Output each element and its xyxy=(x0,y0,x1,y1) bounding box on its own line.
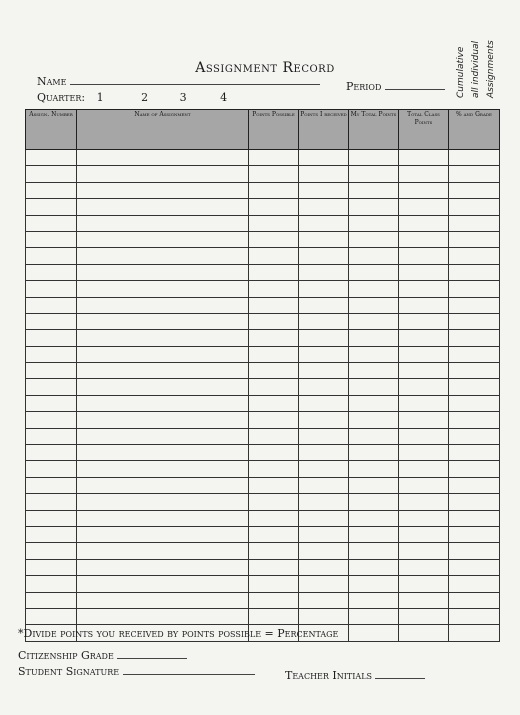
table-cell[interactable] xyxy=(77,150,249,166)
table-cell[interactable] xyxy=(349,363,399,379)
table-header-row xyxy=(26,110,500,150)
table-cell[interactable] xyxy=(299,576,349,592)
table-cell[interactable] xyxy=(26,445,77,461)
table-cell[interactable] xyxy=(449,445,500,461)
table-cell[interactable] xyxy=(299,346,349,362)
table-cell[interactable] xyxy=(399,576,449,592)
annotation-line-1: Cumulative xyxy=(456,46,466,98)
table-cell[interactable] xyxy=(349,248,399,264)
table-cell[interactable] xyxy=(249,281,299,297)
table-cell[interactable] xyxy=(399,559,449,575)
table-row xyxy=(26,264,500,280)
table-row xyxy=(26,608,500,624)
table-cell[interactable] xyxy=(77,248,249,264)
table-cell[interactable] xyxy=(249,559,299,575)
table-cell[interactable] xyxy=(349,412,399,428)
table-cell[interactable] xyxy=(26,395,77,411)
table-cell[interactable] xyxy=(77,592,249,608)
table-cell[interactable] xyxy=(299,199,349,215)
table-row xyxy=(26,182,500,198)
table-cell[interactable] xyxy=(26,215,77,231)
table-cell[interactable] xyxy=(249,330,299,346)
table-cell[interactable] xyxy=(249,363,299,379)
table-cell[interactable] xyxy=(26,477,77,493)
table-cell[interactable] xyxy=(26,510,77,526)
table-row xyxy=(26,461,500,477)
col-percent-grade: % and Grade xyxy=(449,110,500,150)
table-cell[interactable] xyxy=(249,248,299,264)
table-cell[interactable] xyxy=(26,346,77,362)
table-cell[interactable] xyxy=(399,150,449,166)
signature-blank[interactable] xyxy=(123,664,255,675)
table-cell[interactable] xyxy=(399,231,449,247)
table-cell[interactable] xyxy=(349,395,399,411)
table-cell[interactable] xyxy=(77,559,249,575)
table-cell[interactable] xyxy=(449,412,500,428)
table-cell[interactable] xyxy=(77,346,249,362)
table-cell[interactable] xyxy=(77,330,249,346)
table-cell[interactable] xyxy=(249,428,299,444)
table-cell[interactable] xyxy=(349,510,399,526)
table-cell[interactable] xyxy=(299,608,349,624)
col-assignment-name: Name of Assignment xyxy=(77,110,249,150)
table-cell[interactable] xyxy=(349,543,399,559)
table-cell[interactable] xyxy=(349,625,399,641)
handwritten-annotation xyxy=(446,6,520,102)
initials-blank[interactable] xyxy=(375,668,425,679)
name-field[interactable] xyxy=(37,75,320,88)
table-cell[interactable] xyxy=(299,330,349,346)
table-row xyxy=(26,379,500,395)
table-row xyxy=(26,231,500,247)
table-cell[interactable] xyxy=(249,526,299,542)
table-cell[interactable] xyxy=(77,199,249,215)
table-cell[interactable] xyxy=(299,395,349,411)
table-cell[interactable] xyxy=(26,494,77,510)
table-cell[interactable] xyxy=(77,182,249,198)
table-cell[interactable] xyxy=(249,445,299,461)
table-cell[interactable] xyxy=(77,412,249,428)
table-cell[interactable] xyxy=(349,297,399,313)
table-cell[interactable] xyxy=(26,199,77,215)
table-cell[interactable] xyxy=(26,543,77,559)
table-row xyxy=(26,166,500,182)
period-blank[interactable] xyxy=(385,89,445,90)
table-cell[interactable] xyxy=(26,182,77,198)
table-cell[interactable] xyxy=(249,264,299,280)
table-cell[interactable] xyxy=(399,395,449,411)
table-cell[interactable] xyxy=(349,182,399,198)
table-cell[interactable] xyxy=(349,559,399,575)
table-cell[interactable] xyxy=(449,248,500,264)
table-row xyxy=(26,330,500,346)
table-cell[interactable] xyxy=(77,543,249,559)
table-cell[interactable] xyxy=(26,363,77,379)
table-cell[interactable] xyxy=(349,313,399,329)
table-cell[interactable] xyxy=(26,166,77,182)
table-cell[interactable] xyxy=(349,445,399,461)
table-cell[interactable] xyxy=(26,461,77,477)
table-cell[interactable] xyxy=(399,412,449,428)
table-row xyxy=(26,150,500,166)
col-total-class-points: Total Class Points xyxy=(399,110,449,150)
citizenship-label: Citizenship Grade xyxy=(18,649,114,662)
table-cell[interactable] xyxy=(349,526,399,542)
annotation-line-2: all individual xyxy=(471,40,481,98)
table-cell[interactable] xyxy=(77,608,249,624)
quarter-option-1[interactable]: 1 xyxy=(96,91,104,104)
quarter-option-3[interactable]: 3 xyxy=(179,91,187,104)
table-cell[interactable] xyxy=(449,592,500,608)
table-cell[interactable] xyxy=(249,231,299,247)
table-row xyxy=(26,526,500,542)
table-cell[interactable] xyxy=(349,215,399,231)
period-label: Period xyxy=(346,80,382,93)
table-cell[interactable] xyxy=(399,281,449,297)
table-cell[interactable] xyxy=(449,215,500,231)
table-cell[interactable] xyxy=(26,608,77,624)
table-cell[interactable] xyxy=(249,494,299,510)
table-cell[interactable] xyxy=(299,592,349,608)
table-body xyxy=(26,150,500,642)
table-cell[interactable] xyxy=(349,264,399,280)
table-cell[interactable] xyxy=(77,461,249,477)
quarter-option-4[interactable]: 4 xyxy=(220,91,228,104)
table-row xyxy=(26,313,500,329)
table-cell[interactable] xyxy=(449,199,500,215)
table-cell[interactable] xyxy=(299,494,349,510)
table-cell[interactable] xyxy=(449,526,500,542)
table-row xyxy=(26,395,500,411)
table-cell[interactable] xyxy=(77,313,249,329)
table-cell[interactable] xyxy=(26,526,77,542)
table-cell[interactable] xyxy=(299,313,349,329)
table-cell[interactable] xyxy=(399,297,449,313)
table-cell[interactable] xyxy=(349,231,399,247)
table-cell[interactable] xyxy=(399,592,449,608)
table-cell[interactable] xyxy=(449,150,500,166)
table-cell[interactable] xyxy=(299,461,349,477)
table-cell[interactable] xyxy=(449,346,500,362)
table-cell[interactable] xyxy=(77,231,249,247)
table-cell[interactable] xyxy=(77,264,249,280)
table-cell[interactable] xyxy=(449,608,500,624)
table-cell[interactable] xyxy=(26,297,77,313)
table-cell[interactable] xyxy=(349,166,399,182)
table-cell[interactable] xyxy=(77,363,249,379)
table-cell[interactable] xyxy=(399,477,449,493)
table-cell[interactable] xyxy=(449,494,500,510)
initials-label: Teacher Initials xyxy=(285,669,372,682)
table-row xyxy=(26,215,500,231)
table-cell[interactable] xyxy=(249,592,299,608)
table-cell[interactable] xyxy=(299,526,349,542)
table-cell[interactable] xyxy=(399,346,449,362)
table-cell[interactable] xyxy=(349,346,399,362)
table-cell[interactable] xyxy=(249,182,299,198)
table-cell[interactable] xyxy=(249,346,299,362)
table-cell[interactable] xyxy=(449,379,500,395)
table-cell[interactable] xyxy=(77,445,249,461)
form-title: Assignment Record xyxy=(195,60,335,76)
table-cell[interactable] xyxy=(26,231,77,247)
table-cell[interactable] xyxy=(26,379,77,395)
table-cell[interactable] xyxy=(77,215,249,231)
table-cell[interactable] xyxy=(299,150,349,166)
table-cell[interactable] xyxy=(77,477,249,493)
table-row xyxy=(26,576,500,592)
table-cell[interactable] xyxy=(249,477,299,493)
table-cell[interactable] xyxy=(249,576,299,592)
table-cell[interactable] xyxy=(77,379,249,395)
table-cell[interactable] xyxy=(299,182,349,198)
quarter-label: Quarter: xyxy=(37,91,86,104)
table-cell[interactable] xyxy=(449,543,500,559)
table-cell[interactable] xyxy=(26,592,77,608)
table-cell[interactable] xyxy=(399,445,449,461)
table-cell[interactable] xyxy=(77,297,249,313)
table-cell[interactable] xyxy=(449,313,500,329)
table-cell[interactable] xyxy=(299,264,349,280)
table-cell[interactable] xyxy=(349,379,399,395)
table-cell[interactable] xyxy=(249,395,299,411)
signature-field[interactable] xyxy=(18,664,255,678)
table-cell[interactable] xyxy=(349,150,399,166)
table-cell[interactable] xyxy=(77,281,249,297)
table-row xyxy=(26,510,500,526)
table-cell[interactable] xyxy=(299,543,349,559)
table-cell[interactable] xyxy=(399,330,449,346)
table-cell[interactable] xyxy=(349,281,399,297)
table-row xyxy=(26,281,500,297)
table-cell[interactable] xyxy=(249,608,299,624)
table-cell[interactable] xyxy=(249,543,299,559)
table-cell[interactable] xyxy=(249,461,299,477)
table-cell[interactable] xyxy=(449,281,500,297)
table-cell[interactable] xyxy=(349,576,399,592)
table-cell[interactable] xyxy=(77,395,249,411)
table-cell[interactable] xyxy=(399,625,449,641)
table-cell[interactable] xyxy=(77,166,249,182)
table-cell[interactable] xyxy=(399,461,449,477)
table-cell[interactable] xyxy=(349,461,399,477)
table-cell[interactable] xyxy=(399,248,449,264)
table-cell[interactable] xyxy=(399,215,449,231)
table-cell[interactable] xyxy=(449,559,500,575)
table-cell[interactable] xyxy=(449,330,500,346)
quarter-option-2[interactable]: 2 xyxy=(141,91,149,104)
table-cell[interactable] xyxy=(449,510,500,526)
table-cell[interactable] xyxy=(399,608,449,624)
period-field[interactable] xyxy=(346,80,445,93)
table-cell[interactable] xyxy=(349,330,399,346)
table-cell[interactable] xyxy=(399,363,449,379)
citizenship-blank[interactable] xyxy=(117,648,187,659)
table-cell[interactable] xyxy=(299,166,349,182)
table-cell[interactable] xyxy=(249,510,299,526)
table-cell[interactable] xyxy=(299,559,349,575)
col-assign-number: Assign. Number xyxy=(26,110,77,150)
table-cell[interactable] xyxy=(26,576,77,592)
table-cell[interactable] xyxy=(349,608,399,624)
col-my-total-points: My Total Points xyxy=(349,110,399,150)
table-cell[interactable] xyxy=(249,313,299,329)
table-cell[interactable] xyxy=(77,428,249,444)
quarter-row xyxy=(37,91,227,104)
table-row xyxy=(26,559,500,575)
table-cell[interactable] xyxy=(449,625,500,641)
table-row xyxy=(26,297,500,313)
table-cell[interactable] xyxy=(299,445,349,461)
table-cell[interactable] xyxy=(26,330,77,346)
name-label: Name xyxy=(37,75,67,88)
table-cell[interactable] xyxy=(349,199,399,215)
table-cell[interactable] xyxy=(449,461,500,477)
signature-label: Student Signature xyxy=(18,665,120,678)
name-blank[interactable] xyxy=(70,84,320,85)
table-cell[interactable] xyxy=(399,428,449,444)
table-cell[interactable] xyxy=(26,264,77,280)
table-cell[interactable] xyxy=(349,592,399,608)
table-cell[interactable] xyxy=(399,510,449,526)
table-cell[interactable] xyxy=(399,166,449,182)
assignment-table xyxy=(25,109,500,642)
table-cell[interactable] xyxy=(449,428,500,444)
table-cell[interactable] xyxy=(449,166,500,182)
table-cell[interactable] xyxy=(299,510,349,526)
table-cell[interactable] xyxy=(299,379,349,395)
citizenship-field[interactable] xyxy=(18,648,187,662)
table-row xyxy=(26,477,500,493)
table-cell[interactable] xyxy=(249,166,299,182)
table-cell[interactable] xyxy=(26,150,77,166)
table-row xyxy=(26,445,500,461)
table-cell[interactable] xyxy=(299,477,349,493)
table-cell[interactable] xyxy=(26,412,77,428)
table-cell[interactable] xyxy=(26,248,77,264)
table-cell[interactable] xyxy=(449,264,500,280)
table-cell[interactable] xyxy=(399,182,449,198)
table-row xyxy=(26,412,500,428)
table-cell[interactable] xyxy=(299,412,349,428)
table-cell[interactable] xyxy=(449,182,500,198)
table-cell[interactable] xyxy=(449,363,500,379)
table-cell[interactable] xyxy=(249,215,299,231)
annotation-line-3: Assignments xyxy=(486,40,496,98)
table-cell[interactable] xyxy=(299,363,349,379)
percentage-footnote: *Divide points you received by points possible = Percentage xyxy=(18,627,339,640)
table-cell[interactable] xyxy=(249,412,299,428)
table-cell[interactable] xyxy=(399,199,449,215)
table-row xyxy=(26,199,500,215)
table-cell[interactable] xyxy=(299,297,349,313)
table-cell[interactable] xyxy=(77,494,249,510)
table-row xyxy=(26,494,500,510)
table-cell[interactable] xyxy=(449,231,500,247)
table-row xyxy=(26,363,500,379)
col-points-received: Points I received xyxy=(299,110,349,150)
table-cell[interactable] xyxy=(249,297,299,313)
table-cell[interactable] xyxy=(26,313,77,329)
table-row xyxy=(26,543,500,559)
table-cell[interactable] xyxy=(449,297,500,313)
table-cell[interactable] xyxy=(399,379,449,395)
table-cell[interactable] xyxy=(299,248,349,264)
table-cell[interactable] xyxy=(26,559,77,575)
table-cell[interactable] xyxy=(449,395,500,411)
table-row xyxy=(26,346,500,362)
table-cell[interactable] xyxy=(299,215,349,231)
table-row xyxy=(26,428,500,444)
table-cell[interactable] xyxy=(349,477,399,493)
col-points-possible: Points Possible xyxy=(249,110,299,150)
table-cell[interactable] xyxy=(249,379,299,395)
table-row xyxy=(26,592,500,608)
table-cell[interactable] xyxy=(299,428,349,444)
table-cell[interactable] xyxy=(299,281,349,297)
table-cell[interactable] xyxy=(449,477,500,493)
table-cell[interactable] xyxy=(77,526,249,542)
table-cell[interactable] xyxy=(399,313,449,329)
table-cell[interactable] xyxy=(399,543,449,559)
table-cell[interactable] xyxy=(26,281,77,297)
table-cell[interactable] xyxy=(26,428,77,444)
initials-field[interactable] xyxy=(285,668,425,682)
table-cell[interactable] xyxy=(299,231,349,247)
table-cell[interactable] xyxy=(449,576,500,592)
table-cell[interactable] xyxy=(399,494,449,510)
table-cell[interactable] xyxy=(77,576,249,592)
table-cell[interactable] xyxy=(249,150,299,166)
table-cell[interactable] xyxy=(349,428,399,444)
table-cell[interactable] xyxy=(349,494,399,510)
table-row xyxy=(26,248,500,264)
table-cell[interactable] xyxy=(399,264,449,280)
table-cell[interactable] xyxy=(399,526,449,542)
table-cell[interactable] xyxy=(77,510,249,526)
table-cell[interactable] xyxy=(249,199,299,215)
